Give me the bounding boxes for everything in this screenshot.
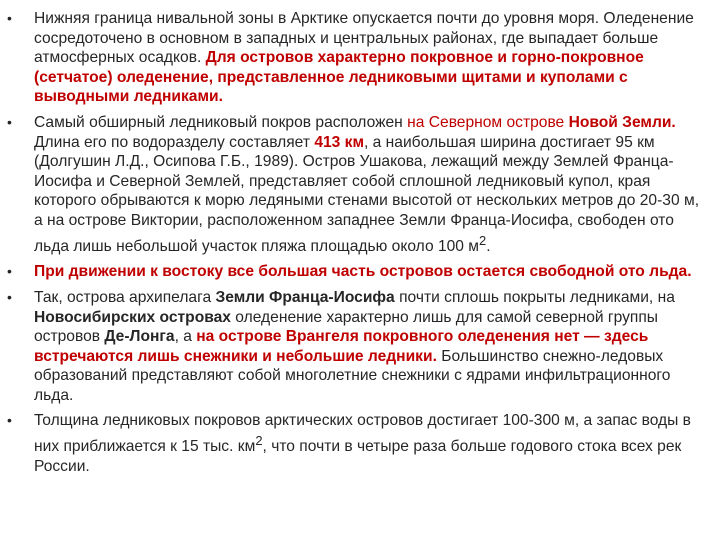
superscript: 2 (255, 433, 263, 449)
bullet-marker: • (7, 288, 12, 305)
text-span: . (486, 237, 491, 255)
text-span: , а (174, 328, 197, 346)
text-span: Длина его по водоразделу составляет (34, 133, 315, 151)
emphasis-text: Новосибирских островах (34, 308, 231, 326)
bullet-marker: • (7, 113, 12, 130)
highlight-text: Для островов характерно покровное и горно-покровное (сетчатое) оледенение, представленное ледниковыми щитами и куполами с выводными ледниками. (34, 49, 644, 106)
text-span: Большинство снежно-ледовых образований представляют собой многолетние снежники с ядрами инфильтрационного льда. (34, 347, 671, 404)
highlight-text: на Северном острове (407, 113, 569, 131)
bullet-item-nival-zone (0, 9, 720, 107)
bullet-item-ice-thickness (0, 411, 720, 476)
text-span: почти сплошь покрыты ледниками, на (394, 288, 675, 306)
bullet-item-novaya-zemlya (0, 113, 720, 256)
emphasis-text: Де-Лонга (104, 328, 175, 346)
text-span: Нижняя граница нивальной зоны в Арктике опускается почти до уровня моря. Оледенение сосредоточено в основном в западных и центральных районах, где выпадает больше атмосферных осадков. (34, 10, 694, 67)
bullet-list (0, 9, 720, 482)
emphasis-text: Земли Франца-Иосифа (215, 288, 395, 306)
bullet-item-east-direction (0, 262, 720, 282)
highlight-text: 413 км (314, 133, 365, 151)
text-span: оледенение характерно лишь для самой северной группы островов (34, 308, 658, 346)
text-span: Толщина ледниковых покровов арктических островов достигает 100-300 м, а запас воды в них приближается к 15 тыс. км (34, 412, 691, 456)
text-span: , а наибольшая ширина достигает 95 км (Долгушин Л.Д., Осипова Г.Б., 1989). Остров Ушакова, лежащий между Землей Франца-Иосифа и Северной Землей, представляет собой сплошной ледниковый купол, края которого обрываются к морю ледяными стенами высотой от нескольких метров до 20-30 м, а на острове Виктории, расположенном западнее Земли Франца-Иосифа, свободен ото льда лишь небольшой участок пляжа площадью около 100 м (34, 133, 700, 255)
bullet-marker: • (7, 10, 12, 26)
text-span: Так, острова архипелага (34, 288, 216, 306)
bullet-marker: • (7, 412, 12, 429)
highlight-text: Новой Земли. (568, 113, 676, 131)
text-span: , что почти в четыре раза больше годового стока всех рек России. (34, 438, 682, 475)
highlight-text: При движении к востоку все большая часть островов остается свободной ото льда. (34, 263, 692, 281)
text-span: Самый обширный ледниковый покров расположен (34, 113, 408, 131)
superscript: 2 (479, 232, 487, 248)
highlight-text: на острове Врангеля покровного оледенения нет — здесь встречаются лишь снежники и небольшие ледники. (34, 328, 649, 365)
bullet-marker: • (7, 263, 12, 280)
bullet-item-archipelagos (0, 288, 720, 406)
